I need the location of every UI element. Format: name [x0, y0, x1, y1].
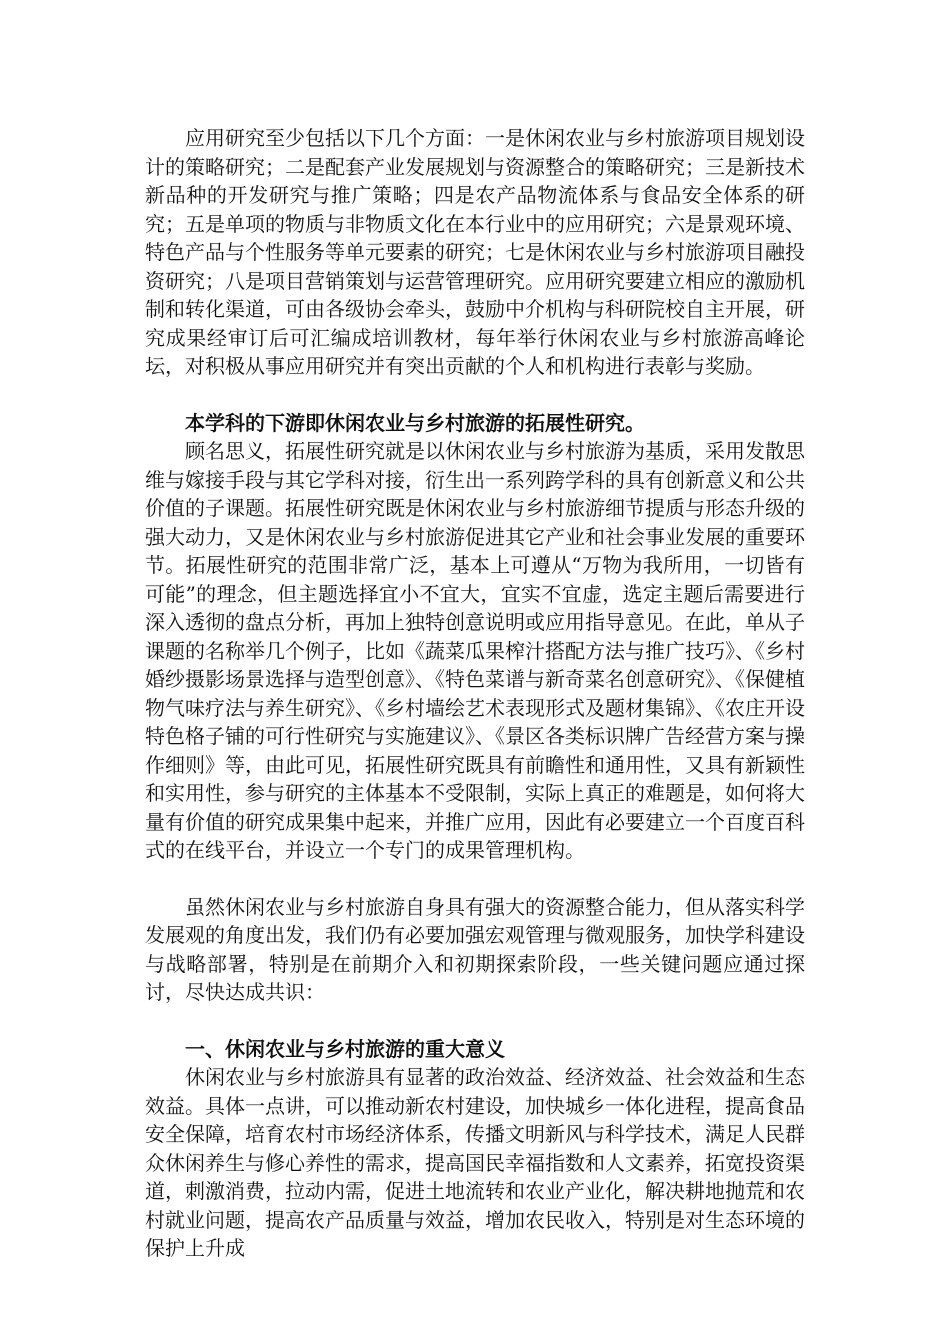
paragraph-consensus: 虽然休闲农业与乡村旅游自身具有强大的资源整合能力，但从落实科学发展观的角度出发，我们仍有必要加强宏观管理与微观服务，加快学科建设与战略部署，特别是在前期介入和初期探索阶段，一些关键问题应通过探讨，尽快达成共识： [145, 894, 805, 1004]
section-heading-extension-research: 本学科的下游即休闲农业与乡村旅游的拓展性研究。 [185, 410, 645, 435]
section-heading-significance: 一、休闲农业与乡村旅游的重大意义 [185, 1036, 505, 1061]
paragraph-spacer [145, 381, 805, 409]
document-body [145, 124, 805, 1263]
paragraph-significance: 休闲农业与乡村旅游具有显著的政治效益、经济效益、社会效益和生态效益。具体一点讲，可以推动新农村建设，加快城乡一体化进程，提高食品安全保障，培育农村市场经济体系，传播文明新风与科学技术，满足人民群众休闲养生与修心养性的需求，提高国民幸福指数和人文素养，拓宽投资渠道，刺激消费，拉动内需，促进土地流转和农业产业化，解决耕地抛荒和农村就业问题，提高农产品质量与效益，增加农民收入，特别是对生态环境的保护上升成 [145, 1065, 805, 1260]
paragraph-spacer [145, 1007, 805, 1035]
paragraph-spacer [145, 865, 805, 893]
paragraph-applied-research: 应用研究至少包括以下几个方面：一是休闲农业与乡村旅游项目规划设计的策略研究；二是配套产业发展规划与资源整合的策略研究；三是新技术新品种的开发研究与推广策略；四是农产品物流体系与食品安全体系的研究；五是单项的物质与非物质文化在本行业中的应用研究；六是景观环境、特色产品与个性服务等单元要素的研究；七是休闲农业与乡村旅游项目融投资研究；八是项目营销策划与运营管理研究。应用研究要建立相应的激励机制和转化渠道，可由各级协会牵头，鼓励中介机构与科研院校自主开展，研究成果经审订后可汇编成培训教材，每年举行休闲农业与乡村旅游高峰论坛，对积极从事应用研究并有突出贡献的个人和机构进行表彰与奖励。 [145, 126, 805, 378]
paragraph-extension-research: 顾名思义，拓展性研究就是以休闲农业与乡村旅游为基质，采用发散思维与嫁接手段与其它学科对接，衍生出一系列跨学科的具有创新意义和公共价值的子课题。拓展性研究既是休闲农业与乡村旅游细节提质与形态升级的强大动力，又是休闲农业与乡村旅游促进其它产业和社会事业发展的重要环节。拓展性研究的范围非常广泛，基本上可遵从“万物为我所用，一切皆有可能”的理念，但主题选择宜小不宜大，宜实不宜虚，选定主题后需要进行深入透彻的盘点分析，再加上独特创意说明或应用指导意见。在此，单从子课题的名称举几个例子，比如《蔬菜瓜果榨汁搭配方法与推广技巧》、《乡村婚纱摄影场景选择与造型创意》、《特色菜谱与新奇菜名创意研究》、《保健植物气味疗法与养生研究》、《乡村墙绘艺术表现形式及题材集锦》、《农庄开设特色格子铺的可行性研究与实施建议》、《景区各类标识牌广告经营方案与操作细则》等，由此可见，拓展性研究既具有前瞻性和通用性，又具有新颖性和实用性，参与研究的主体基本不受限制，实际上真正的难题是，如何将大量有价值的研究成果集中起来，并推广应用，因此有必要建立一个百度百科式的在线平台，并设立一个专门的成果管理机构。 [145, 439, 805, 862]
